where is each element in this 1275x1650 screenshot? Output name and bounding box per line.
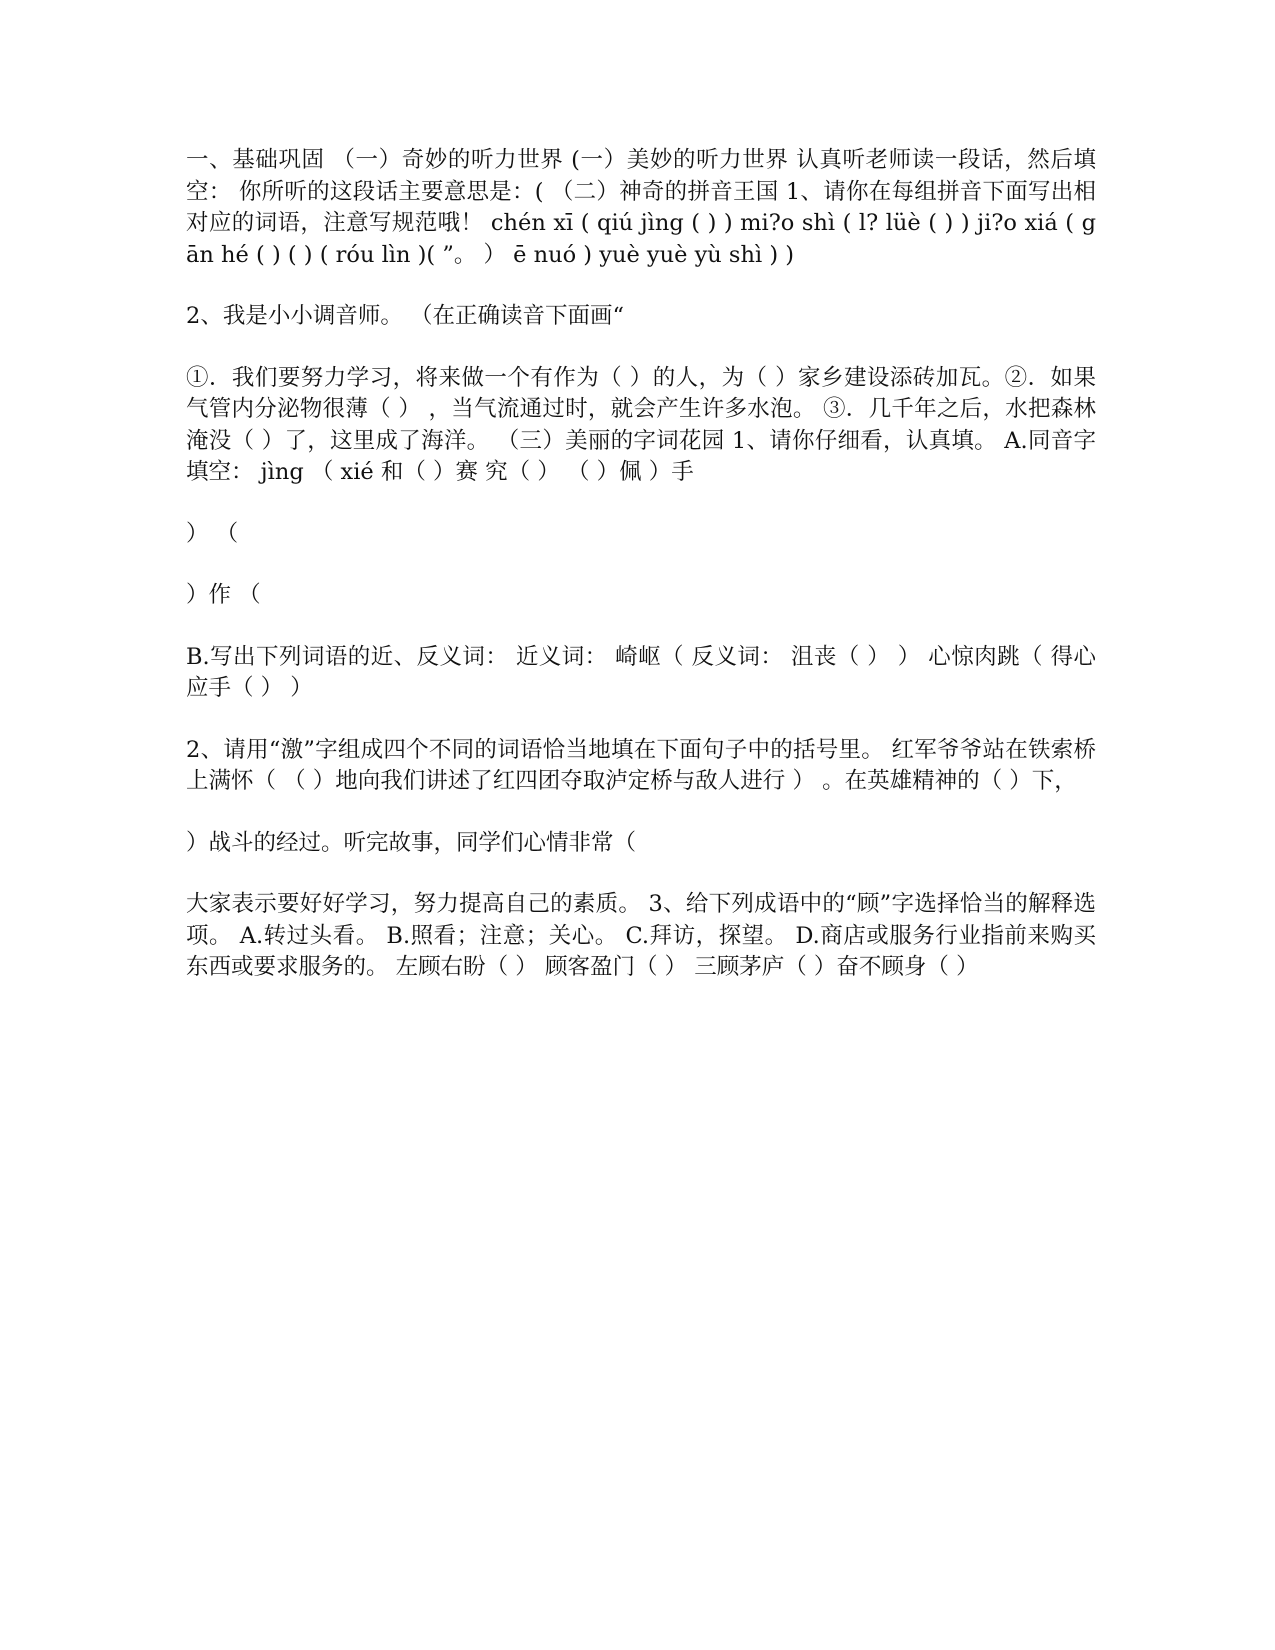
paragraph-fragment-1: ） （: [186, 520, 239, 547]
paragraph-fragment-2: ）作 （: [186, 582, 261, 608]
paragraph-ji-words: 2、请用“激”字组成四个不同的词语恰当地填在下面句子中的括号里。 红军爷爷站在铁索桥上满怀（ （ ）地向我们讲述了红四团夺取泸定桥与敌人进行 ） 。在英雄精神的（ ）下，: [186, 736, 1096, 794]
paragraph-tone-question: 2、我是小小调音师。 （在正确读音下面画“: [186, 303, 624, 329]
document-page: [186, 145, 1104, 1014]
paragraph-gu-idioms: 大家表示要好好学习，努力提高自己的素质。 3、给下列成语中的“顾”字选择恰当的解释选项。 A.转过头看。 B.照看；注意；关心。 C.拜访，探望。 D.商店或服务行业指前来购买东西或要求服务的。 左顾右盼（ ） 顾客盈门（ ） 三顾茅庐（ ）奋不顾身（ ）: [186, 891, 1096, 980]
paragraph-synonyms-antonyms: B.写出下列词语的近、反义词： 近义词： 崎岖（ 反义词： 沮丧（ ） ） 心惊肉跳（ 得心应手（ ） ）: [186, 643, 1096, 701]
paragraph-basics-pinyin: 一、基础巩固 （一）奇妙的听力世界 (一）美妙的听力世界 认真听老师读一段话，然后填空： 你所听的这段话主要意思是：( （二）神奇的拼音王国 1、请你在每组拼音下面写出相对应的词语，注意写规范哦！ chén xī ( qiú jìng ( ) ) mi?o shì ( l? lüè ( ) ) ji?o xiá ( g ān hé ( ) ( ) ( róu lìn )( ”。 ） ē nuó ) yuè yuè yù shì ) ): [186, 147, 1104, 268]
paragraph-sentences-homophones: ①．我们要努力学习，将来做一个有作为（ ）的人，为（ ）家乡建设添砖加瓦。②．如果气管内分泌物很薄（ ） ，当气流通过时，就会产生许多水泡。 ③．几千年之后，水把森林淹没（ ）了，这里成了海洋。 （三）美丽的字词花园 1、请你仔细看，认真填。 A.同音字填空： jìng （ xié 和（ ）赛 究（ ） （ ）佩 ）手: [186, 364, 1096, 485]
paragraph-battle-story: ）战斗的经过。听完故事，同学们心情非常（: [186, 829, 637, 856]
